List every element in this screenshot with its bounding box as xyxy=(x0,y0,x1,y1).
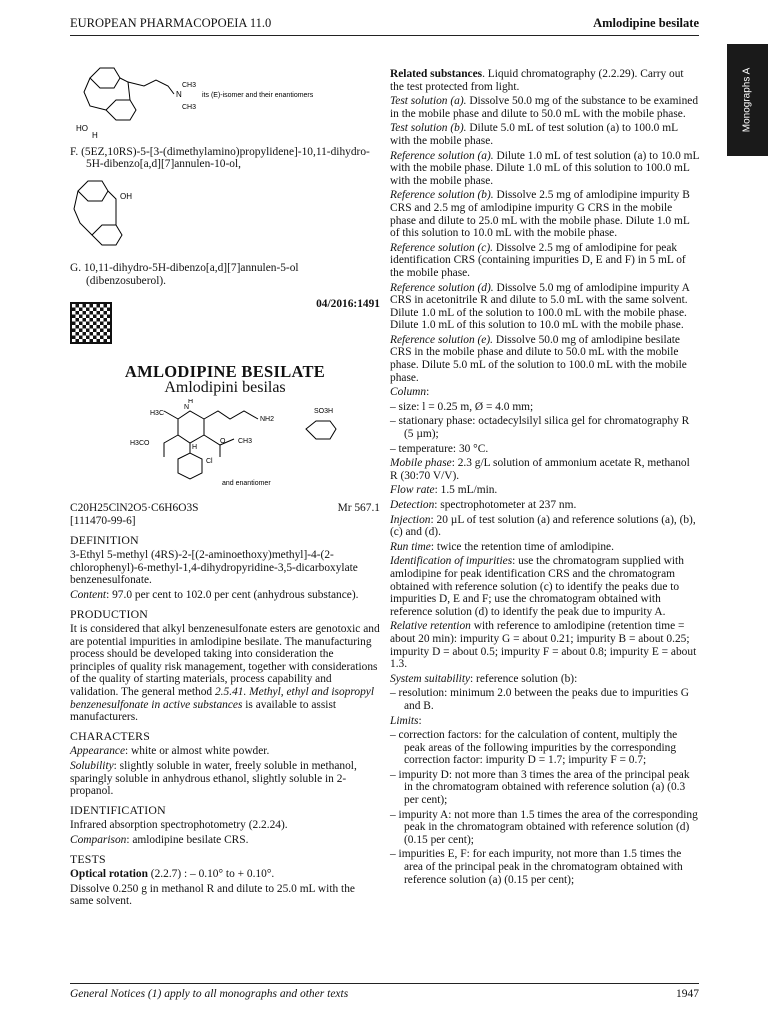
column-stationary-phase: – stationary phase: octadecylsilyl silica gel for chromatography R (5 µm); xyxy=(390,415,690,441)
test-solution-a: Test solution (a). Dissolve 50.0 mg of the substance to be examined in the mobile phase and dilute to 50.0 mL with the mobile phase. xyxy=(390,95,699,120)
right-column xyxy=(390,68,700,888)
page-number: 1947 xyxy=(676,988,699,1000)
svg-text:H3C: H3C xyxy=(150,409,165,417)
left-column xyxy=(70,60,380,910)
svg-text:H: H xyxy=(92,131,98,140)
header-left: EUROPEAN PHARMACOPOEIA 11.0 xyxy=(70,16,272,30)
content-text: Content: 97.0 per cent to 102.0 per cent (anhydrous substance). xyxy=(70,588,359,601)
relative-retention: Relative retention with reference to amlodipine (retention time = about 20 min): impurity G = about 0.21; impurity B = about 0.25; impurity D = about 0.5; impurity F = about 0.8; impurity E = about 1.3. xyxy=(390,620,697,671)
monograph-reference: 04/2016:1491 xyxy=(316,297,380,310)
qr-code-icon xyxy=(70,302,112,344)
impurity-g-structure xyxy=(70,173,190,253)
svg-text:OH: OH xyxy=(120,191,132,201)
production-text: It is considered that alkyl benzenesulfonate esters are genotoxic and are potential impurities in amlodipine besilate. The manufacturing process should be developed taking into consideration the principles of quality risk management, together with considerations of the quality of starting materials, process capability and validation. The general method 2.5.41. Methyl, ethyl and isopropyl benzenesulfonate in active substances is available to assist manufacturers. xyxy=(70,623,380,724)
detection: Detection: spectrophotometer at 237 nm. xyxy=(390,499,577,511)
molecular-mass: Mr 567.1 xyxy=(337,502,380,515)
solubility-text: Solubility: slightly soluble in water, freely soluble in methanol, sparingly soluble in anhydrous ethanol, slightly soluble in 2-propanol. xyxy=(70,760,357,798)
flow-rate: Flow rate: 1.5 mL/min. xyxy=(390,484,498,497)
footer-notice: General Notices (1) apply to all monographs and other texts xyxy=(70,988,349,1000)
svg-text:HO: HO xyxy=(76,124,88,133)
identification-text: Infrared absorption spectrophotometry (2.2.24). xyxy=(70,819,288,832)
page-header xyxy=(70,14,699,36)
impurity-f: F. (5EZ,10RS)-5-[3-(dimethylamino)propylidene]-10,11-dihydro-5H-dibenzo[a,d][7]annulen-10-ol, xyxy=(70,145,370,171)
resolution: – resolution: minimum 2.0 between the peaks due to impurities G and B. xyxy=(390,687,689,712)
svg-text:O: O xyxy=(220,437,226,445)
appearance-text: Appearance: white or almost white powder. xyxy=(70,745,270,758)
svg-text:CH3: CH3 xyxy=(182,82,197,89)
impurity-g: G. 10,11-dihydro-5H-dibenzo[a,d][7]annulen-5-ol (dibenzosuberol). xyxy=(70,262,299,287)
optical-rotation: Optical rotation (2.2.7) : – 0.10° to + 0.10°. xyxy=(70,868,275,881)
column-heading: Column: xyxy=(390,386,430,399)
comparison-text: Comparison: amlodipine besilate CRS. xyxy=(70,834,249,846)
definition-heading: DEFINITION xyxy=(70,532,139,547)
optical-rotation-method: Dissolve 0.250 g in methanol R and dilute to 25.0 mL with the same solvent. xyxy=(70,882,355,908)
svg-text:N: N xyxy=(184,403,190,411)
header-right: Amlodipine besilate xyxy=(593,16,699,30)
limit-impurity-a: – impurity A: not more than 1.5 times the area of the corresponding peak in the chromatogram obtained with reference solution (d) (0.15 per cent); xyxy=(390,808,698,846)
svg-text:CH3: CH3 xyxy=(182,104,197,111)
limit-correction-factors: – correction factors: for the calculation of content, multiply the peak areas of the following impurities by the corresponding correction factor: impurity D = 1.7; impurity F = 0.7; xyxy=(390,729,678,767)
limits-heading: Limits: xyxy=(390,714,422,727)
amlodipine-structure xyxy=(70,399,380,499)
svg-text:Cl: Cl xyxy=(206,457,213,465)
column-size: – size: l = 0.25 m, Ø = 4.0 mm; xyxy=(390,400,534,413)
svg-text:SO3H: SO3H xyxy=(314,407,334,415)
svg-text:H: H xyxy=(192,443,198,451)
system-suitability: System suitability: reference solution (b): xyxy=(390,672,578,685)
reference-solution-e: Reference solution (e). Dissolve 50.0 mg of amlodipine besilate CRS in the mobile phase and dilute to 50.0 mL with the mobile phase. Dilute 5.0 mL of the solution to 100.0 mL with the mobile phase. xyxy=(390,333,687,384)
impurity-f-structure xyxy=(70,60,370,142)
structure-enantiomer-note: and enantiomer xyxy=(222,479,271,487)
reference-solution-c: Reference solution (c). Dissolve 2.5 mg of amlodipine for peak identification CRS (containing impurities D, E and F) in 5 mL of the mobile phase. xyxy=(390,241,686,279)
svg-text:NH2: NH2 xyxy=(260,415,275,423)
svg-text:N: N xyxy=(176,90,182,99)
page-footer xyxy=(70,983,699,1000)
reference-solution-b: Reference solution (b). Dissolve 2.5 mg of amlodipine impurity B CRS and 2.5 mg of amlodipine impurity G CRS in the mobile phase and dilute to 25.0 mL with the mobile phase. Dilute 1.0 mL of this solution to 10.0 mL with the mobile phase. xyxy=(390,189,690,240)
formula-row xyxy=(70,502,380,515)
definition-text: 3-Ethyl 5-methyl (4RS)-2-[(2-aminoethoxy)methyl]-4-(2-chlorophenyl)-6-methyl-1,4-dihydropyridine-3,5-dicarboxylate benzenesulfonate. xyxy=(70,549,358,587)
test-solution-b: Test solution (b). Dilute 5.0 mL of test solution (a) to 100.0 mL with the mobile phase. xyxy=(390,122,678,147)
reference-solution-d: Reference solution (d). Dissolve 5.0 mg of amlodipine impurity A CRS in acetonitrile R and dilute to 5.0 mL with the same solvent. Dilute 1.0 mL of the solution to 100.0 mL with the mobile phase. Dilute 1.0 mL of this solution to 10.0 mL with the mobile phase. xyxy=(390,281,690,332)
injection: Injection: 20 µL of test solution (a) and reference solutions (a), (b), (c) and (d). xyxy=(390,513,696,539)
mobile-phase: Mobile phase: 2.3 g/L solution of ammonium acetate R, methanol R (30:70 V/V). xyxy=(390,457,690,482)
reference-solution-a: Reference solution (a). Dilute 1.0 mL of test solution (a) to 10.0 mL with the mobile phase. Dilute 1.0 mL of this solution to 100.0 mL with the mobile phase. xyxy=(390,149,700,187)
related-substances: Related substances. Liquid chromatography (2.2.29). Carry out the test protected from light. xyxy=(390,68,684,93)
monograph-title: AMLODIPINE BESILATE xyxy=(124,361,326,381)
tests-heading: TESTS xyxy=(70,851,106,866)
column-temperature: – temperature: 30 °C. xyxy=(390,442,489,455)
structure-f-caption: its (E)-isomer and their enantiomers xyxy=(202,92,314,99)
svg-text:H: H xyxy=(188,398,194,405)
limit-impurity-d: – impurity D: not more than 3 times the area of the principal peak in the chromatogram obtained with reference solution (a) (0.3 per cent); xyxy=(390,768,690,807)
svg-text:CH3: CH3 xyxy=(238,437,253,445)
characters-heading: CHARACTERS xyxy=(70,728,151,743)
identification-heading: IDENTIFICATION xyxy=(70,802,166,817)
production-heading: PRODUCTION xyxy=(70,606,149,621)
latin-name: Amlodipini besilas xyxy=(164,379,286,397)
monographs-side-tab: Monographs A xyxy=(727,44,768,156)
molecular-formula: C20H25ClN2O5·C6H6O3S xyxy=(70,502,199,515)
svg-text:H3CO: H3CO xyxy=(130,439,150,447)
cas-number: [111470-99-6] xyxy=(70,514,136,527)
identification-of-impurities: Identification of impurities: use the chromatogram supplied with amlodipine for peak identification CRS and the chromatogram obtained with reference solution (c) to identify the peaks due to impurities D, E and F; use the chromatogram obtained with reference solution (d) to identify the peak due to impurity A. xyxy=(390,555,684,618)
run-time: Run time: twice the retention time of amlodipine. xyxy=(390,540,614,553)
limit-impurities-e-f: – impurities E, F: for each impurity, not more than 1.5 times the area of the principal peak in the chromatogram obtained with reference solution (a) (0.15 per cent); xyxy=(390,848,683,886)
